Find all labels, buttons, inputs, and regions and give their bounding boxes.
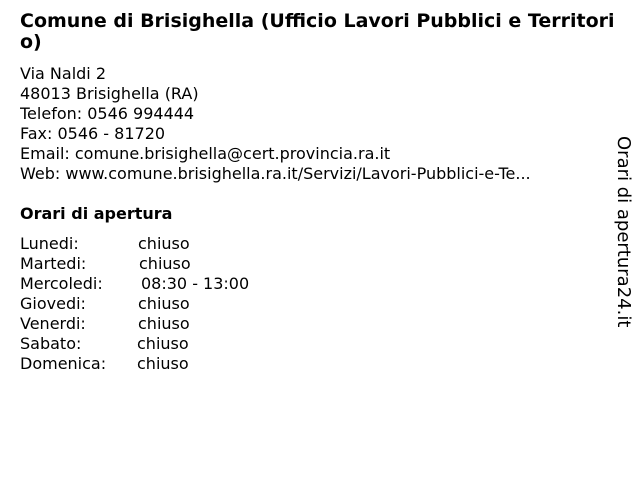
hours-row-monday <box>20 234 249 254</box>
phone-line: Telefon: 0546 994444 <box>20 104 195 123</box>
city-line: 48013 Brisighella (RA) <box>20 84 199 103</box>
day-time: chiuso <box>138 234 190 253</box>
day-label: Domenica: <box>20 354 107 373</box>
address-line: Via Naldi 2 <box>20 64 107 83</box>
day-label: Giovedi: <box>20 294 86 313</box>
hours-table <box>20 234 249 374</box>
hours-row-saturday <box>20 334 249 354</box>
hours-row-friday <box>20 314 249 334</box>
web-link[interactable]: Web: www.comune.brisighella.ra.it/Servizi/Lavori-Pubblici-e-Te... <box>20 164 531 183</box>
day-time: chiuso <box>139 254 191 273</box>
hours-row-wednesday <box>20 274 249 294</box>
day-time: chiuso <box>138 314 190 333</box>
fax-line: Fax: 0546 - 81720 <box>20 124 166 143</box>
day-label: Venerdi: <box>20 314 86 333</box>
contact-info <box>20 64 600 184</box>
day-label: Mercoledi: <box>20 274 103 293</box>
day-time: chiuso <box>137 334 189 353</box>
hours-row-tuesday <box>20 254 249 274</box>
email-line: Email: comune.brisighella@cert.provincia.ra.it <box>20 144 391 163</box>
day-time: 08:30 - 13:00 <box>141 274 250 293</box>
day-label: Martedi: <box>20 254 87 273</box>
hours-row-sunday <box>20 354 249 374</box>
day-label: Lunedi: <box>20 234 79 253</box>
hours-heading: Orari di apertura <box>20 204 173 223</box>
day-time: chiuso <box>137 354 189 373</box>
day-label: Sabato: <box>20 334 82 353</box>
day-time: chiuso <box>138 294 190 313</box>
hours-row-thursday <box>20 294 249 314</box>
brand-watermark: Orari di apertura24.it <box>613 136 634 328</box>
page-title: Comune di Brisighella (Ufficio Lavori Pubblici e Territorio) <box>20 10 615 53</box>
